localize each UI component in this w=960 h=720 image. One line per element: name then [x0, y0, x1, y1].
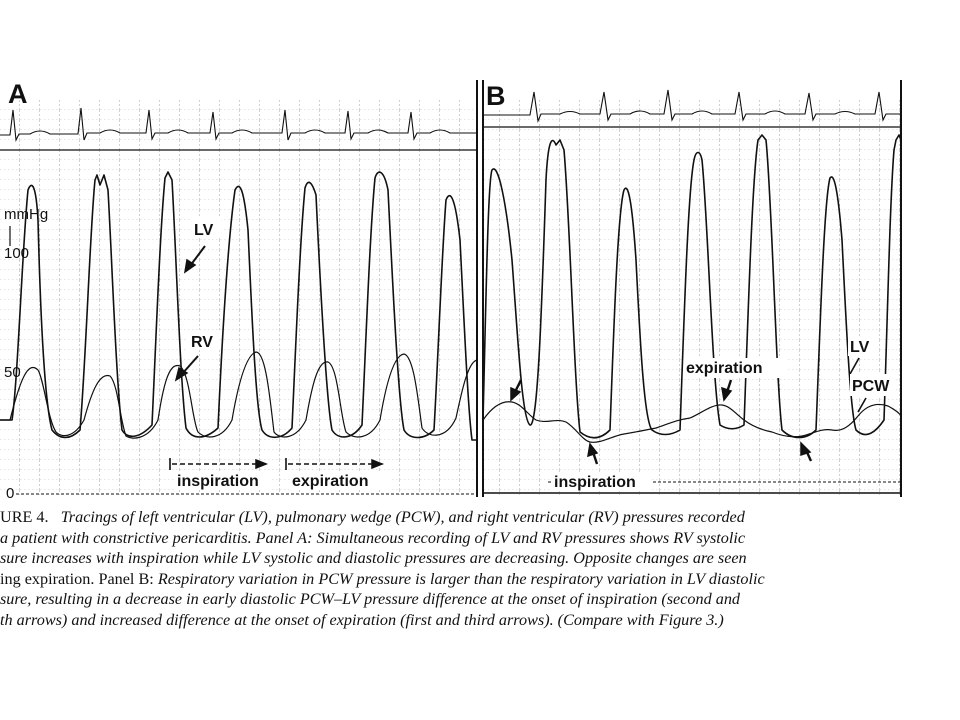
figure-caption	[0, 507, 945, 630]
panel-b-inspiration-label: inspiration	[554, 474, 636, 491]
panel-a-inspiration-label: inspiration	[177, 473, 259, 490]
panel-b	[483, 80, 901, 497]
panel-b-lv-label: LV	[850, 339, 870, 356]
panel-a	[0, 79, 477, 502]
panel-a-tick-50: 50	[4, 364, 21, 381]
panel-b-pcw-label: PCW	[852, 378, 890, 395]
panel-a-tick-0: 0	[6, 485, 15, 502]
caption-line-4-prefix: ing expiration. Panel B:	[0, 569, 154, 588]
panel-a-expiration-label: expiration	[292, 473, 369, 490]
caption-line-3: sure increases with inspiration while LV systolic and diastolic pressures are decreasing. Opposite changes are seen	[0, 549, 747, 567]
caption-line-2: a patient with constrictive pericarditis. Panel A: Simultaneous recording of LV and RV pressures shows RV systolic	[0, 528, 746, 547]
panel-a-lv-label: LV	[194, 222, 214, 239]
caption-line-4: Respiratory variation in PCW pressure is larger than the respiratory variation in LV diastolic	[153, 569, 765, 588]
panel-a-letter: A	[8, 79, 28, 109]
panel-a-rv-label: RV	[191, 334, 213, 351]
caption-line-1: Tracings of left ventricular (LV), pulmonary wedge (PCW), and right ventricular (RV) pressures recorded	[60, 508, 745, 526]
caption-line-5: sure, resulting in a decrease in early diastolic PCW–LV pressure difference at the onset of inspiration (second and	[0, 590, 741, 608]
panel-a-unit-label: mmHg	[4, 206, 49, 223]
caption-figure-number: URE 4.	[0, 508, 49, 526]
panel-b-letter: B	[486, 81, 506, 111]
panel-b-expiration-label: expiration	[686, 360, 763, 377]
panel-a-tick-100: 100	[4, 245, 30, 262]
panel-b-grid	[483, 100, 901, 495]
caption-line-6: th arrows) and increased difference at the onset of expiration (first and third arrows). (Compare with Figure 3.)	[0, 610, 724, 629]
